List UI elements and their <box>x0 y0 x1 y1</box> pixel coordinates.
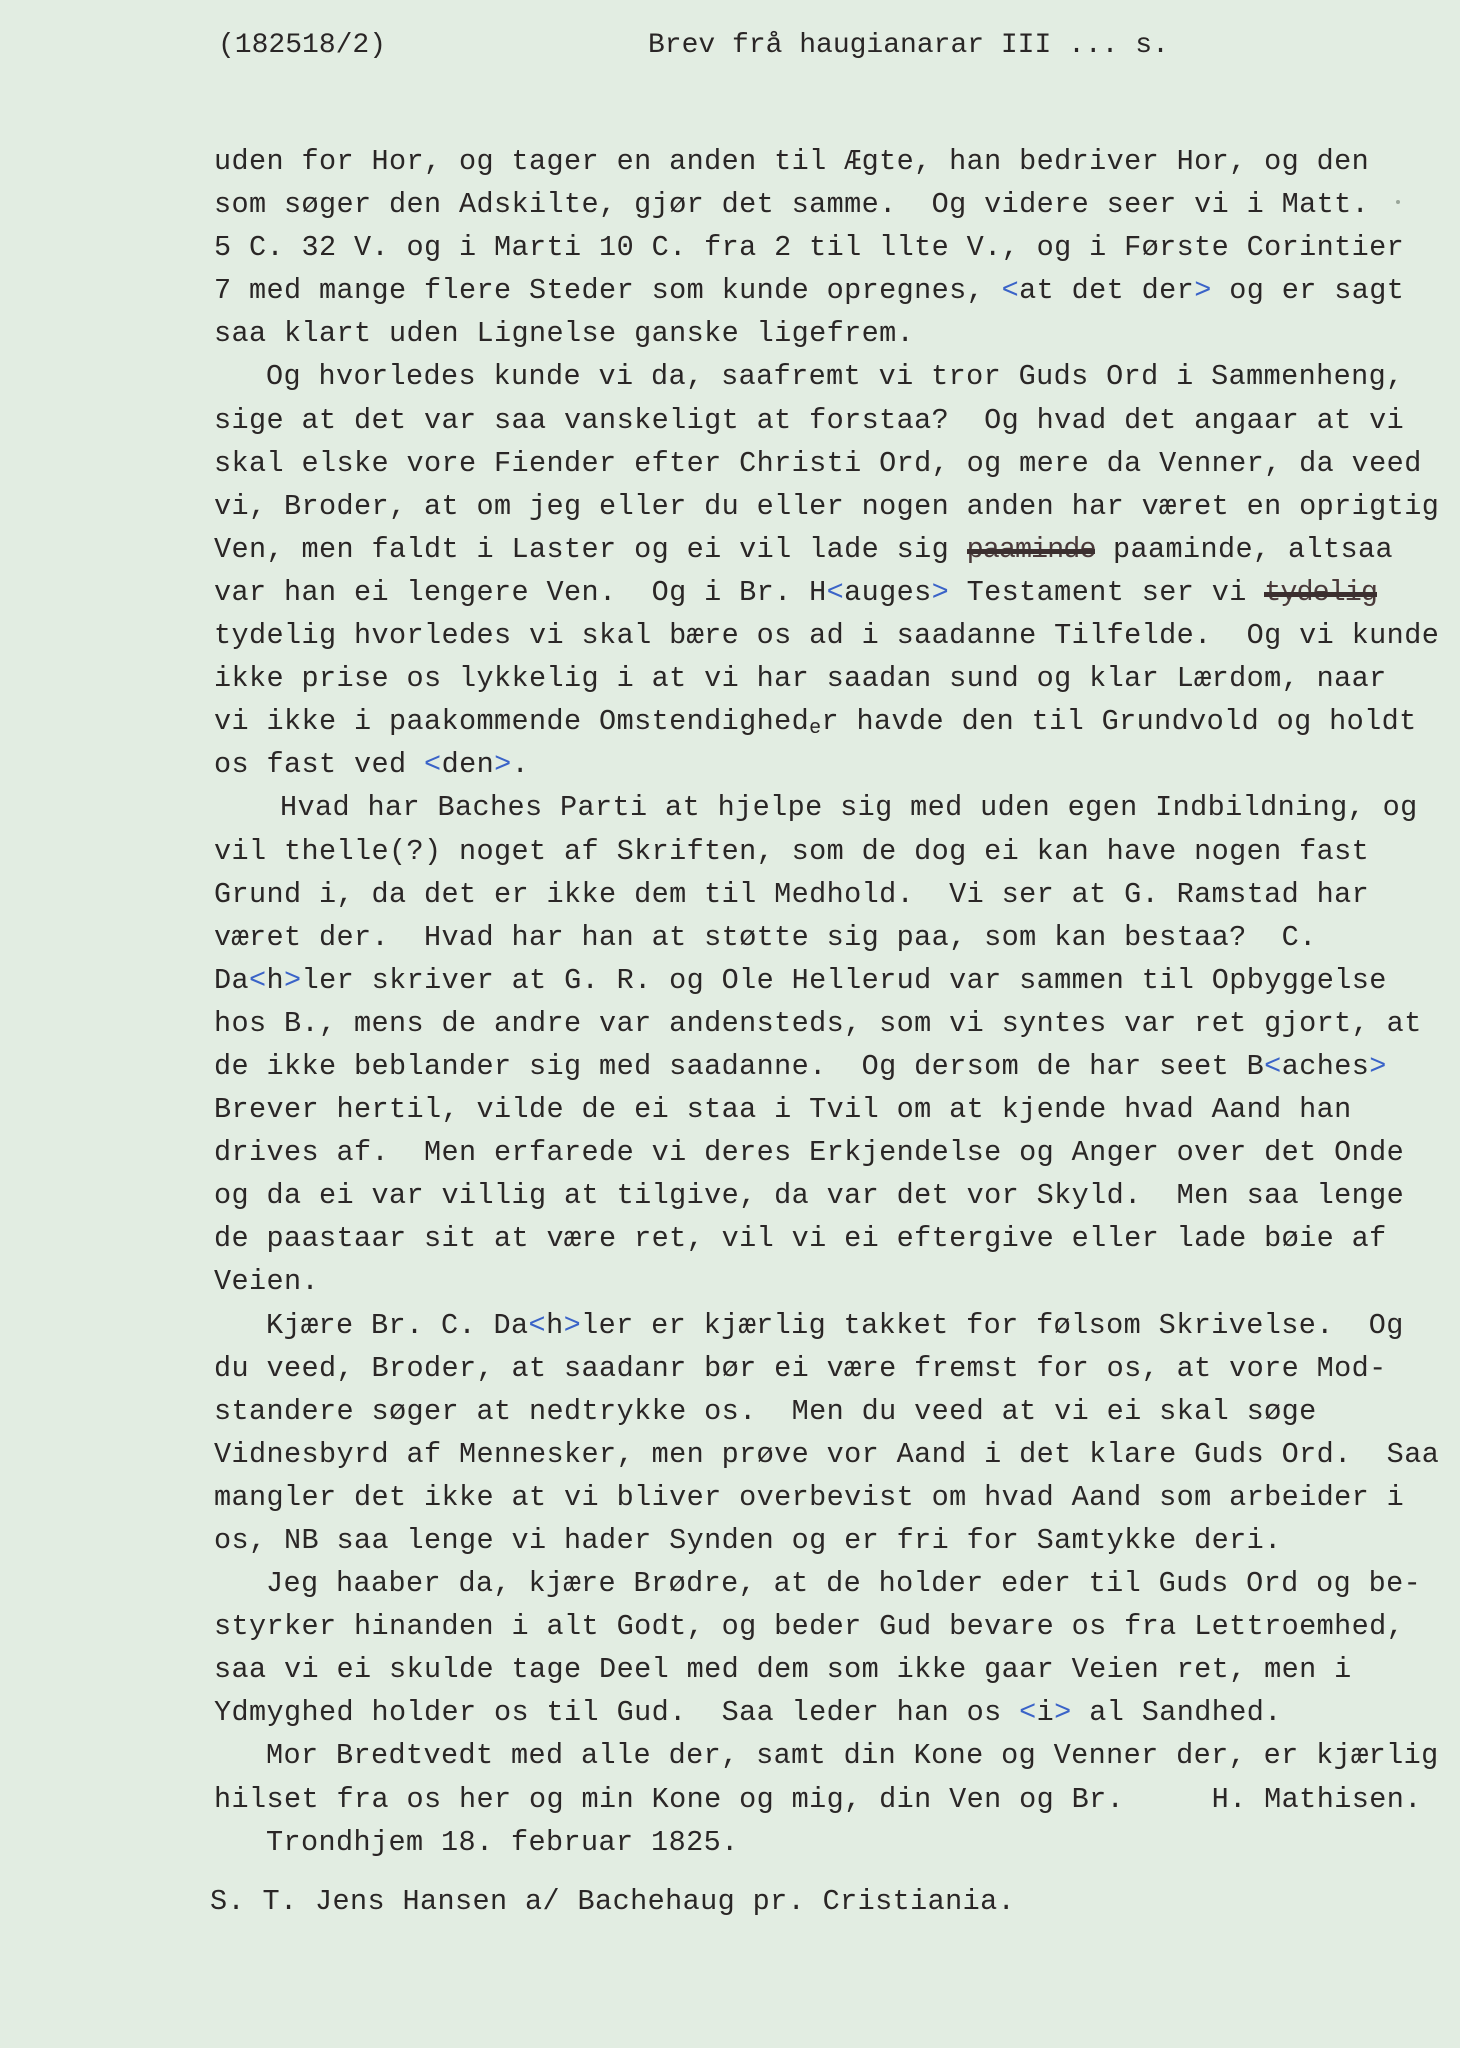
signature: H. Mathisen. <box>1211 1782 1422 1816</box>
letter-line: mangler det ikke at vi bliver overbevist om hvad Aand som arbeider i <box>214 1480 1405 1514</box>
letter-line: vi, Broder, at om jeg eller du eller nogen anden har været en oprigtig <box>214 489 1440 523</box>
line-text: 7 med mange flere Steder som kunde opregnes, <box>214 274 985 308</box>
letter-line: os, NB saa lenge vi hader Synden og er fri for Samtykke deri. <box>214 1524 1282 1557</box>
letter-line <box>214 1304 1444 1347</box>
letter-line <box>214 528 1444 571</box>
letter-line: været der. Hvad har han at støtte sig paa, som kan bestaa? C. <box>214 920 1317 954</box>
letter-line: som søger den Adskilte, gjør det samme. Og videre seer vi i Matt. <box>214 188 1370 222</box>
line-text: hilset fra os her og min Kone og mig, din Ven og Br. <box>214 1782 1125 1816</box>
insertion-open-bracket: < <box>826 575 845 609</box>
line-text: Ydmyghed holder os til Gud. Saa leder han os <box>214 1696 1002 1730</box>
letter-body <box>214 140 1444 1864</box>
letter-line: Brever hertil, vilde de ei staa i Tvil om at kjende hvad Aand han <box>214 1093 1352 1127</box>
line-text: r <box>821 705 840 739</box>
insertion-open-bracket: < <box>1019 1696 1037 1730</box>
inserted-text: h <box>266 963 285 997</box>
line-text: vi ikke i paakommende Omstendighed <box>214 705 810 739</box>
letter-line: standere søger at nedtrykke os. Men du veed at vi ei skal søge <box>214 1394 1317 1428</box>
letter-line <box>214 700 1444 743</box>
letter-line: saa vi ei skulde tage Deel med dem som ikke gaar Veien ret, men i <box>214 1653 1352 1687</box>
line-text: os fast ved <box>214 748 407 782</box>
letter-line: Og hvorledes kunde vi da, saafremt vi tror Guds Ord i Sammenheng, <box>266 360 1404 394</box>
letter-line: ikke prise os lykkelig i at vi har saadan sund og klar Lærdom, naar <box>214 662 1387 696</box>
insertion-open-bracket: < <box>1264 1049 1282 1083</box>
insertion-open-bracket: < <box>249 963 267 997</box>
inserted-text: auges <box>844 575 932 609</box>
line-text: de ikke beblander sig med saadanne. Og dersom de har seet B <box>214 1049 1265 1083</box>
insertion-close-bracket: > <box>563 1308 582 1342</box>
insertion-open-bracket: < <box>1001 274 1020 308</box>
line-text: Kjære Br. C. Da <box>266 1308 529 1342</box>
letter-line <box>214 269 1444 312</box>
letter-line: tydelig hvorledes vi skal bære os ad i saadanne Tilfelde. Og vi kunde <box>214 619 1440 653</box>
line-text: Ven, men faldt i Laster og ei vil lade sig <box>214 532 950 566</box>
insertion-close-bracket: > <box>1194 274 1212 308</box>
line-text: Da <box>214 963 250 997</box>
letter-line: Veien. <box>214 1265 320 1299</box>
struck-word: tydelig <box>1264 575 1377 609</box>
letter-line: de paastaar sit at være ret, vil vi ei eftergive eller lade bøie af <box>214 1222 1387 1256</box>
letter-line <box>214 1045 1444 1088</box>
letter-line <box>214 571 1444 614</box>
letter-line <box>214 1778 1444 1821</box>
inserted-text: aches <box>1281 1049 1370 1083</box>
line-text: Testament ser vi <box>966 575 1247 609</box>
letter-line: styrker hinanden i alt Godt, og beder Gud bevare os fra Lettroemhed, <box>214 1610 1405 1644</box>
subscript-letter: e <box>809 717 822 741</box>
insertion-open-bracket: < <box>528 1308 547 1342</box>
letter-line: hos B., mens de andre var andensteds, som vi syntes var ret gjort, at <box>214 1006 1422 1040</box>
insertion-close-bracket: > <box>1369 1049 1387 1083</box>
letter-line: Vidnesbyrd af Mennesker, men prøve vor Aand i det klare Guds Ord. Saa <box>214 1437 1440 1471</box>
line-text: ler er kjærlig takket for følsom Skrivelse. Og <box>581 1308 1404 1342</box>
page-header <box>218 22 1218 72</box>
insertion-close-bracket: > <box>284 963 302 997</box>
line-text: al Sandhed. <box>1089 1696 1282 1730</box>
insertion-close-bracket: > <box>931 575 950 609</box>
letter-line <box>214 959 1444 1002</box>
line-text: paaminde, altsaa <box>1112 532 1394 566</box>
letter-line: skal elske vore Fiender efter Christi Ord, og mere da Venner, da veed <box>214 446 1422 480</box>
letter-line: saa klart uden Lignelse ganske ligefrem. <box>214 317 915 351</box>
letter-line: drives af. Men erfarede vi deres Erkjendelse og Anger over det Onde <box>214 1136 1405 1170</box>
inserted-text: den <box>441 748 495 782</box>
insertion-open-bracket: < <box>424 748 442 782</box>
inserted-text: h <box>546 1308 564 1342</box>
letter-line: Grund i, da det er ikke dem til Medhold. Vi ser at G. Ramstad har <box>214 877 1370 911</box>
struck-word: paaminde <box>966 532 1096 566</box>
inserted-text: at det der <box>1019 274 1195 308</box>
letter-line <box>214 1691 1444 1734</box>
letter-line: og da ei var villig at tilgive, da var det vor Skyld. Men saa lenge <box>214 1179 1405 1213</box>
line-text: var han ei lengere Ven. Og i Br. H <box>214 575 827 609</box>
letter-line: 5 C. 32 V. og i Marti 10 C. fra 2 til llte V., og i Første Corintier <box>214 231 1405 265</box>
inserted-text: i <box>1036 1696 1055 1730</box>
letter-line: sige at det var saa vanskeligt at forstaa? Og hvad det angaar at vi <box>214 403 1405 437</box>
letter-line: Mor Bredtvedt med alle der, samt din Kone og Venner der, er kjærlig <box>266 1739 1439 1773</box>
line-text: og er sagt <box>1211 274 1405 308</box>
letter-line: Jeg haaber da, kjære Brødre, at de holder eder til Guds Ord og be- <box>266 1567 1422 1601</box>
insertion-close-bracket: > <box>494 748 512 782</box>
letter-line: os fast ved <den>. <box>214 748 530 782</box>
letter-line: uden for Hor, og tager en anden til Ægte, han bedriver Hor, og den <box>214 145 1370 178</box>
letter-line: du veed, Broder, at saadanr bør ei være fremst for os, at vore Mod- <box>214 1351 1387 1385</box>
date-line: Trondhjem 18. februar 1825. <box>266 1825 739 1859</box>
insertion-close-bracket: > <box>1054 1696 1072 1730</box>
letter-line: Hvad har Baches Parti at hjelpe sig med uden egen Indbildning, og <box>280 791 1418 825</box>
letter-line: vil thelle(?) noget af Skriften, som de dog ei kan have nogen fast <box>214 834 1370 868</box>
address-line: S. T. Jens Hansen a/ Bachehaug pr. Cristiania. <box>210 1885 1016 1918</box>
collection-title: Brev frå haugianarar III ... s. <box>648 30 1169 61</box>
archive-reference: (182518/2) <box>218 30 387 61</box>
line-text: ler skriver at G. R. og Ole Hellerud var sammen til Opbyggelse <box>301 963 1387 997</box>
line-text: havde den til Grundvold og holdt <box>856 705 1417 739</box>
